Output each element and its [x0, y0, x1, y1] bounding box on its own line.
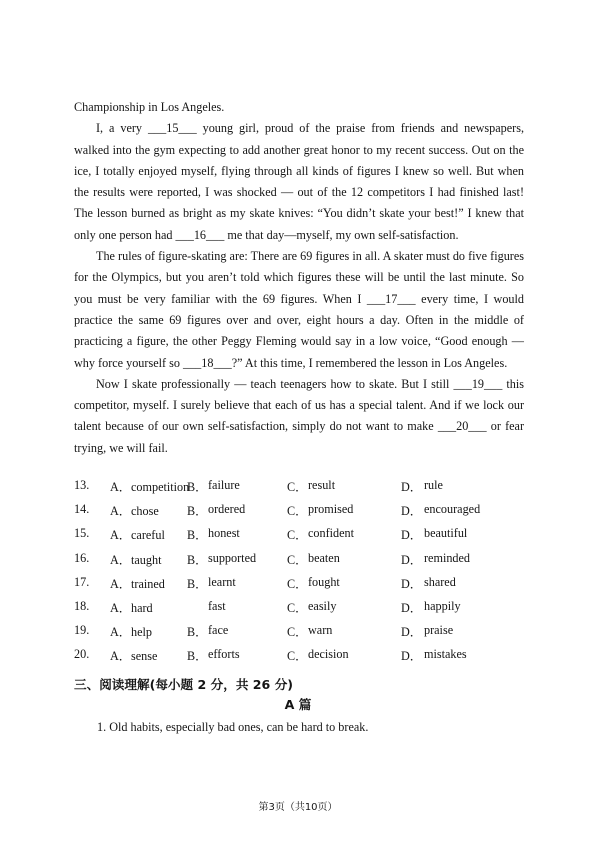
- option-row-18: [74, 599, 534, 623]
- option-d-label: D．: [401, 649, 422, 664]
- option-d-text: reminded: [424, 550, 471, 565]
- question-number: 14.: [74, 502, 90, 517]
- option-b-text: learnt: [208, 574, 236, 589]
- option-b-label: B．: [187, 576, 208, 591]
- option-b-label: B．: [187, 625, 208, 640]
- option-a: [110, 647, 157, 664]
- option-a-label: A．: [110, 552, 131, 567]
- reading-question-1: 1. Old habits, especially bad ones, can be hard to break.: [97, 720, 369, 734]
- option-a-label: A．: [110, 504, 131, 519]
- option-a-label: A．: [110, 649, 131, 664]
- passage-line-0: Championship in Los Angeles.: [74, 100, 225, 114]
- option-b-label: B．: [187, 552, 208, 567]
- options-table: [74, 478, 534, 672]
- option-c-label: C．: [287, 480, 308, 494]
- option-row-14: [74, 502, 534, 526]
- option-c-text: warn: [308, 623, 333, 638]
- passage-paragraph-3: Now I skate professionally — teach teenagers how to skate. But I still ___19___ this competitor, myself. I surely believe that each of us has a special talent. And if we lock our talent because of our own self-satisfaction, simply do not want to make ___20___ or fear trying, we will fail.: [74, 376, 524, 455]
- option-row-13: [74, 478, 534, 502]
- option-b-text: face: [208, 623, 229, 638]
- option-d-label: D．: [401, 625, 422, 640]
- option-b-text: failure: [208, 478, 240, 492]
- option-b-text: ordered: [208, 502, 246, 517]
- section-title: 三、阅读理解(每小题 2 分，共 26 分): [74, 677, 294, 692]
- option-a-label: A．: [110, 576, 131, 591]
- option-c-text: decision: [308, 647, 349, 662]
- option-a-label: A．: [110, 480, 131, 494]
- option-d-label: D．: [401, 552, 422, 567]
- option-c-label: C．: [287, 528, 308, 543]
- option-d-text: rule: [424, 478, 443, 492]
- option-d-text: praise: [424, 623, 454, 638]
- option-d-text: shared: [424, 574, 456, 589]
- option-row-17: [74, 575, 534, 599]
- question-number: 18.: [74, 598, 90, 613]
- option-a: [110, 551, 161, 568]
- option-d-text: beautiful: [424, 526, 468, 541]
- option-c-label: C．: [287, 649, 308, 664]
- option-a: [110, 478, 189, 495]
- option-a-text: competition: [131, 480, 190, 494]
- question-number: 20.: [74, 647, 90, 662]
- option-d-label: D．: [401, 600, 422, 615]
- option-c-label: C．: [287, 625, 308, 640]
- option-a: [110, 623, 152, 640]
- option-d-text: happily: [424, 598, 461, 613]
- option-a: [110, 526, 165, 543]
- option-c-text: result: [308, 478, 336, 492]
- option-row-16: [74, 551, 534, 575]
- option-a: [110, 599, 153, 616]
- option-a-label: A．: [110, 600, 131, 615]
- option-c-label: C．: [287, 576, 308, 591]
- option-a-label: A．: [110, 528, 131, 543]
- question-number: 15.: [74, 526, 90, 541]
- option-a-text: taught: [131, 552, 162, 567]
- option-c-text: fought: [308, 574, 340, 589]
- option-b-label: B．: [187, 649, 208, 664]
- option-a: [110, 575, 165, 592]
- option-d-label: D．: [401, 528, 422, 543]
- option-c-text: confident: [308, 526, 355, 541]
- option-a-text: trained: [131, 576, 165, 591]
- option-b-label: B．: [187, 480, 208, 494]
- option-b-label: B．: [187, 528, 208, 543]
- option-a-text: chose: [131, 504, 159, 519]
- option-c-label: C．: [287, 552, 308, 567]
- option-d-text: encouraged: [424, 502, 481, 517]
- option-d-text: mistakes: [424, 647, 467, 662]
- option-d-label: D．: [401, 576, 422, 591]
- page-footer: 第3页（共10页）: [258, 802, 338, 813]
- option-a-text: help: [131, 625, 152, 640]
- option-c-label: C．: [287, 504, 308, 519]
- passage-paragraph-2: The rules of figure-skating are: There are 69 figures in all. A skater must do five figures for the Olympics, but you aren’t told which figures these will be until the last minute. So you must be very familiar with the 69 figures. When I ___17___ every time, I would practice the same 69 figures over and over, eight hours a day. Often in the middle of practicing a figure, the other Peggy Fleming would say in a low voice, “Good enough — why force yourself so ___18___?” At this time, I remembered the lesson in Los Angeles.: [74, 249, 524, 370]
- option-a-text: hard: [131, 600, 153, 615]
- option-c-text: beaten: [308, 550, 340, 565]
- option-row-20: [74, 647, 534, 671]
- option-row-15: [74, 526, 534, 550]
- option-b-text: honest: [208, 526, 240, 541]
- option-b-text: fast: [208, 598, 226, 613]
- option-c-label: C．: [287, 600, 308, 615]
- option-row-19: [74, 623, 534, 647]
- option-c-text: promised: [308, 502, 354, 517]
- option-a: [110, 502, 159, 519]
- option-a-label: A．: [110, 625, 131, 640]
- option-a-text: careful: [131, 528, 165, 543]
- part-title: A 篇: [284, 697, 312, 712]
- question-number: 16.: [74, 550, 90, 565]
- option-b-label: B．: [187, 504, 208, 519]
- option-b-text: supported: [208, 550, 257, 565]
- option-d-label: D．: [401, 504, 422, 519]
- question-number: 17.: [74, 574, 90, 589]
- option-a-text: sense: [131, 649, 158, 664]
- passage-paragraph-1: I, a very ___15___ young girl, proud of the praise from friends and newspapers, walked into the gym expecting to add another great honor to my recent success. Out on the ice, I totally enjoyed myself, flying through all kinds of figures I knew so well. But when the results were reported, I was shocked — out of the 12 competitors I had finished last! The lesson burned as bright as my skate knives: “You didn’t skate your best!” I knew that only one person had ___16___ me that day—myself, my own self-satisfaction.: [74, 121, 524, 242]
- option-c-text: easily: [308, 598, 337, 613]
- option-b-text: efforts: [208, 647, 240, 662]
- option-d-label: D．: [401, 480, 422, 494]
- question-number: 19.: [74, 623, 90, 638]
- question-number: 13.: [74, 478, 90, 492]
- cloze-passage: [74, 97, 524, 459]
